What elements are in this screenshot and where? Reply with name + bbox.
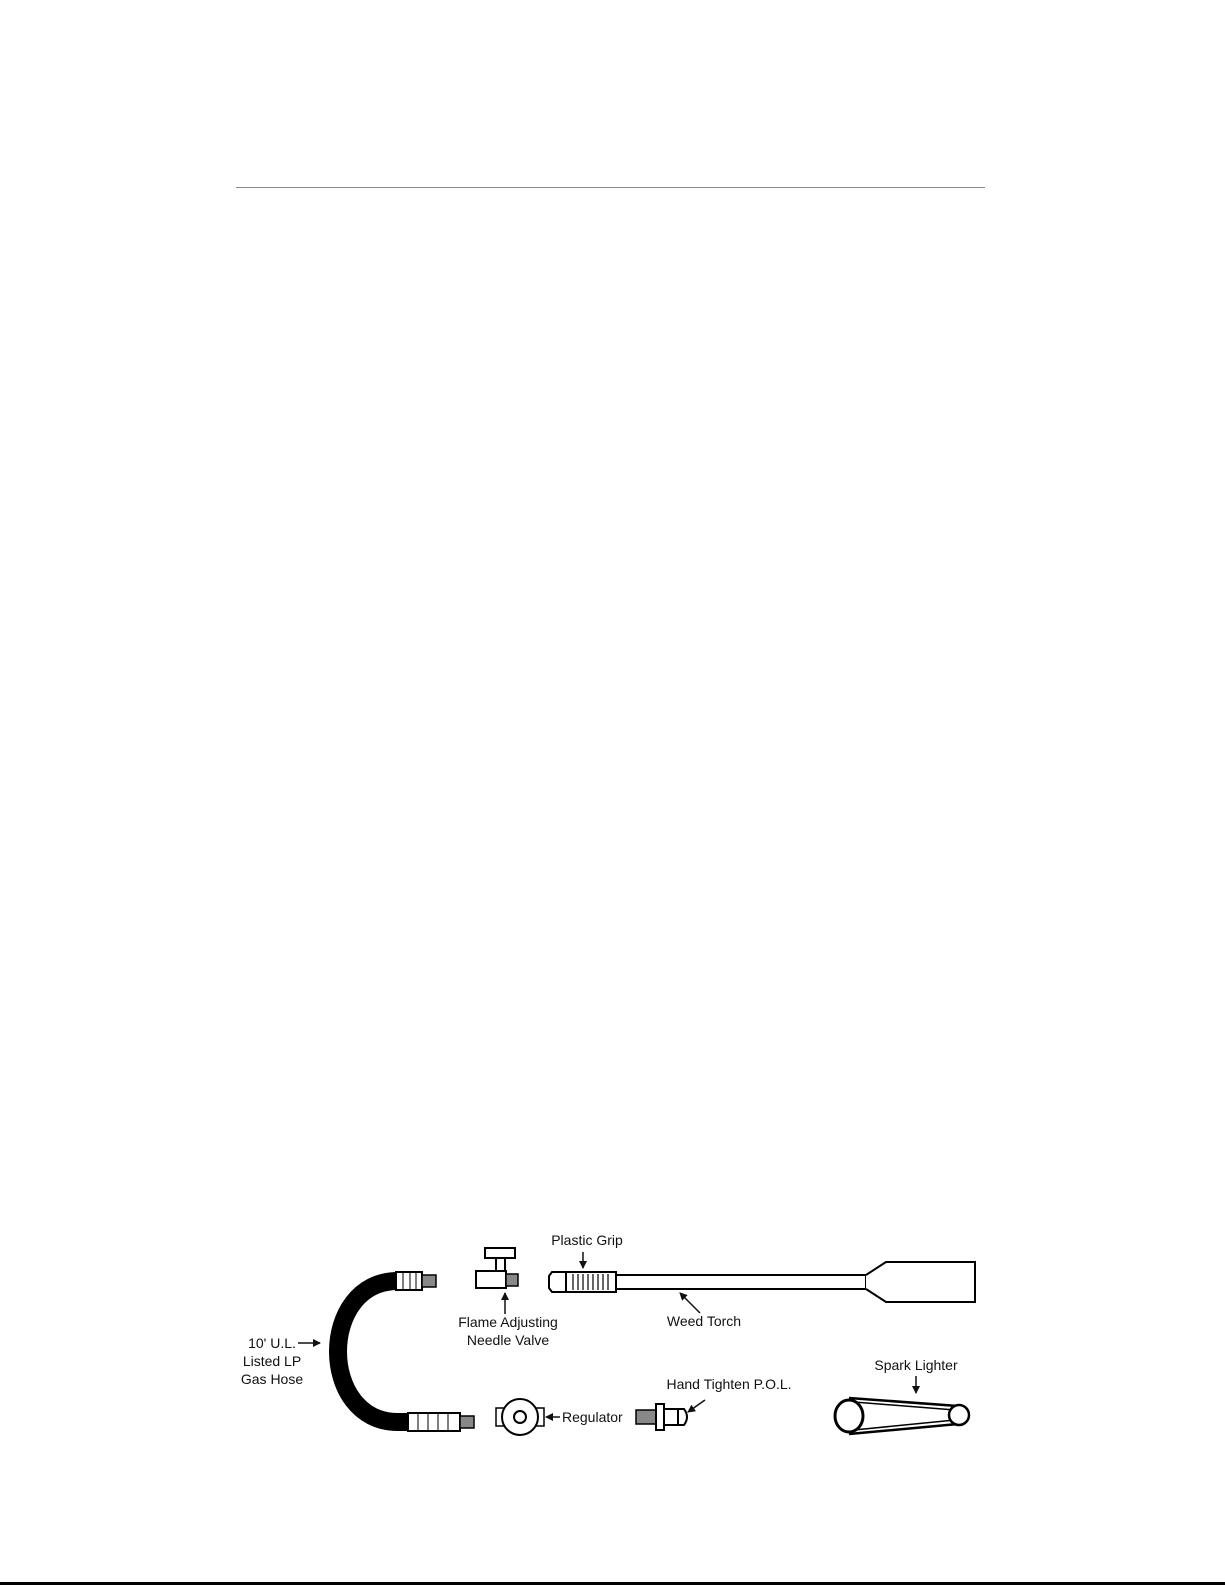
weed-torch [549, 1262, 975, 1302]
regulator-label: Regulator [562, 1409, 623, 1425]
spark-lighter [835, 1398, 969, 1434]
regulator [496, 1399, 544, 1435]
pol-label: Hand Tighten P.O.L. [666, 1376, 792, 1392]
spark-lighter-label: Spark Lighter [874, 1357, 958, 1373]
hose-label-line2: Listed LP [242, 1353, 302, 1369]
hose-label-line3: Gas Hose [240, 1371, 304, 1387]
valve-label-line2: Needle Valve [466, 1332, 550, 1348]
weed-torch-label: Weed Torch [666, 1313, 742, 1329]
needle-valve [476, 1248, 518, 1288]
valve-label-line1: Flame Adjusting [458, 1314, 558, 1330]
header-rule [236, 187, 985, 188]
hose-label-line1: 10' U.L. [248, 1335, 296, 1351]
plastic-grip-label: Plastic Grip [551, 1232, 623, 1248]
torch-arrow [680, 1293, 700, 1313]
gas-hose [338, 1272, 474, 1431]
parts-diagram [0, 1220, 1225, 1465]
pol-fitting [636, 1404, 687, 1430]
pol-arrow [688, 1400, 705, 1412]
